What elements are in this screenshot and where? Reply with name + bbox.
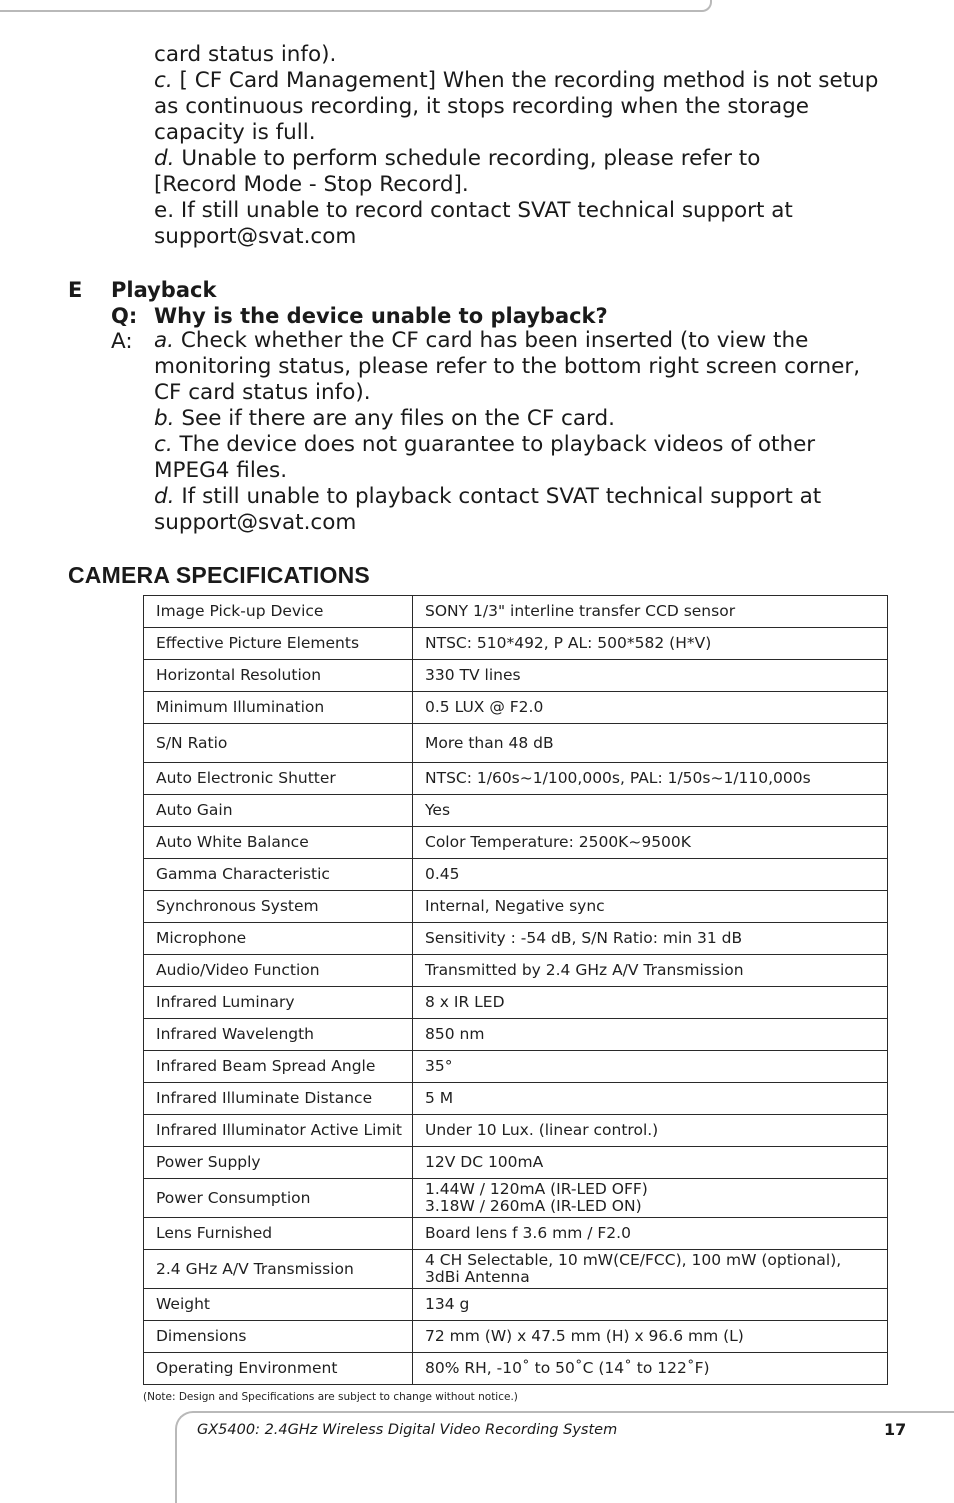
spec-value-line: 1.44W / 120mA (IR-LED OFF) (425, 1180, 648, 1198)
spec-label: Infrared Illuminate Distance (144, 1083, 413, 1115)
item-letter: c. (154, 68, 173, 93)
table-row (144, 987, 888, 1019)
spec-label: Microphone (144, 923, 413, 955)
spec-label: Infrared Illuminator Active Limit (144, 1115, 413, 1147)
item-letter: d. (154, 484, 175, 509)
spec-label: Audio/Video Function (144, 955, 413, 987)
question-label: Q: (111, 304, 138, 328)
spec-value (413, 1250, 888, 1289)
table-row (144, 660, 888, 692)
spec-label: Power Supply (144, 1147, 413, 1179)
table-row (144, 1179, 888, 1218)
spec-value: 134 g (413, 1289, 888, 1321)
spec-label: Power Consumption (144, 1179, 413, 1218)
spec-value: 850 nm (413, 1019, 888, 1051)
table-row (144, 1019, 888, 1051)
table-row (144, 763, 888, 795)
spec-label: Weight (144, 1289, 413, 1321)
answer-line: e. If still unable to record contact SVAT technical support at (154, 198, 793, 223)
section-letter: E (68, 278, 83, 302)
spec-value-line: 3.18W / 260mA (IR-LED ON) (425, 1197, 642, 1215)
spec-value-line: 3dBi Antenna (425, 1268, 530, 1286)
answer-line: card status info). (154, 42, 337, 67)
spec-label: Dimensions (144, 1321, 413, 1353)
answer-line: capacity is full. (154, 120, 316, 145)
table-row (144, 724, 888, 763)
spec-value: Yes (413, 795, 888, 827)
table-row (144, 596, 888, 628)
spec-label: Minimum Illumination (144, 692, 413, 724)
spec-value: Internal, Negative sync (413, 891, 888, 923)
spec-value: 12V DC 100mA (413, 1147, 888, 1179)
answer-label: A: (111, 329, 133, 354)
spec-value: Sensitivity : -54 dB, S/N Ratio: min 31 dB (413, 923, 888, 955)
table-row (144, 923, 888, 955)
item-letter: b. (154, 406, 175, 431)
playback-answer (154, 328, 914, 536)
spec-value: 5 M (413, 1083, 888, 1115)
top-page-frame (0, 0, 712, 12)
answer-line: [Record Mode - Stop Record]. (154, 172, 469, 197)
table-row (144, 1250, 888, 1289)
item-letter: c. (154, 432, 173, 457)
spec-label: Gamma Characteristic (144, 859, 413, 891)
answer-line: See if there are any files on the CF card. (174, 406, 615, 431)
table-row (144, 1353, 888, 1385)
specs-note: (Note: Design and Specifications are subject to change without notice.) (143, 1391, 518, 1403)
spec-value: Under 10 Lux. (linear control.) (413, 1115, 888, 1147)
table-row (144, 891, 888, 923)
spec-value: 0.5 LUX @ F2.0 (413, 692, 888, 724)
answer-line: Check whether the CF card has been inserted (to view the (174, 328, 809, 353)
answer-line: Unable to perform schedule recording, please refer to (174, 146, 761, 171)
continued-answer (154, 42, 914, 250)
support-email: support@svat.com (154, 510, 357, 535)
table-row (144, 1289, 888, 1321)
table-row (144, 1321, 888, 1353)
page-number: 17 (884, 1420, 907, 1439)
spec-label: 2.4 GHz A/V Transmission (144, 1250, 413, 1289)
spec-value: 80% RH, -10˚ to 50˚C (14˚ to 122˚F) (413, 1353, 888, 1385)
table-row (144, 1083, 888, 1115)
spec-label: Synchronous System (144, 891, 413, 923)
spec-value: Transmitted by 2.4 GHz A/V Transmission (413, 955, 888, 987)
support-email: support@svat.com (154, 224, 357, 249)
spec-label: Effective Picture Elements (144, 628, 413, 660)
item-letter: a. (154, 328, 175, 353)
table-row (144, 1218, 888, 1250)
spec-value: Board lens f 3.6 mm / F2.0 (413, 1218, 888, 1250)
answer-line: If still unable to playback contact SVAT technical support at (174, 484, 822, 509)
spec-value: More than 48 dB (413, 724, 888, 763)
spec-label: Infrared Wavelength (144, 1019, 413, 1051)
spec-label: Lens Furnished (144, 1218, 413, 1250)
table-row (144, 955, 888, 987)
answer-line: MPEG4 files. (154, 458, 288, 483)
specs-heading: CAMERA SPECIFICATIONS (68, 562, 370, 588)
answer-line: CF card status info). (154, 380, 371, 405)
answer-line: monitoring status, please refer to the bottom right screen corner, (154, 354, 861, 379)
spec-label: Auto Gain (144, 795, 413, 827)
spec-label: Infrared Luminary (144, 987, 413, 1019)
spec-label: S/N Ratio (144, 724, 413, 763)
table-row (144, 1051, 888, 1083)
spec-value: 330 TV lines (413, 660, 888, 692)
spec-value: Color Temperature: 2500K~9500K (413, 827, 888, 859)
spec-value: 0.45 (413, 859, 888, 891)
spec-value: NTSC: 1/60s~1/100,000s, PAL: 1/50s~1/110,000s (413, 763, 888, 795)
spec-value: SONY 1/3" interline transfer CCD sensor (413, 596, 888, 628)
spec-value: 35° (413, 1051, 888, 1083)
question-text: Why is the device unable to playback? (154, 304, 608, 328)
table-row (144, 1147, 888, 1179)
specs-table (143, 595, 888, 1385)
spec-label: Infrared Beam Spread Angle (144, 1051, 413, 1083)
spec-label: Horizontal Resolution (144, 660, 413, 692)
spec-value: 8 x IR LED (413, 987, 888, 1019)
spec-label: Operating Environment (144, 1353, 413, 1385)
table-row (144, 859, 888, 891)
spec-value (413, 1179, 888, 1218)
spec-label: Auto Electronic Shutter (144, 763, 413, 795)
table-row (144, 692, 888, 724)
spec-value-line: 4 CH Selectable, 10 mW(CE/FCC), 100 mW (optional), (425, 1251, 842, 1269)
footer-title: GX5400: 2.4GHz Wireless Digital Video Recording System (197, 1422, 618, 1438)
table-row (144, 628, 888, 660)
spec-value: 72 mm (W) x 47.5 mm (H) x 96.6 mm (L) (413, 1321, 888, 1353)
item-letter: d. (154, 146, 175, 171)
table-row (144, 795, 888, 827)
table-row (144, 827, 888, 859)
section-title: Playback (111, 278, 217, 302)
spec-value: NTSC: 510*492, P AL: 500*582 (H*V) (413, 628, 888, 660)
spec-label: Image Pick-up Device (144, 596, 413, 628)
table-row (144, 1115, 888, 1147)
answer-line: The device does not guarantee to playback videos of other (172, 432, 816, 457)
spec-label: Auto White Balance (144, 827, 413, 859)
answer-line: as continuous recording, it stops recording when the storage (154, 94, 810, 119)
answer-line: [ CF Card Management] When the recording method is not setup (172, 68, 879, 93)
